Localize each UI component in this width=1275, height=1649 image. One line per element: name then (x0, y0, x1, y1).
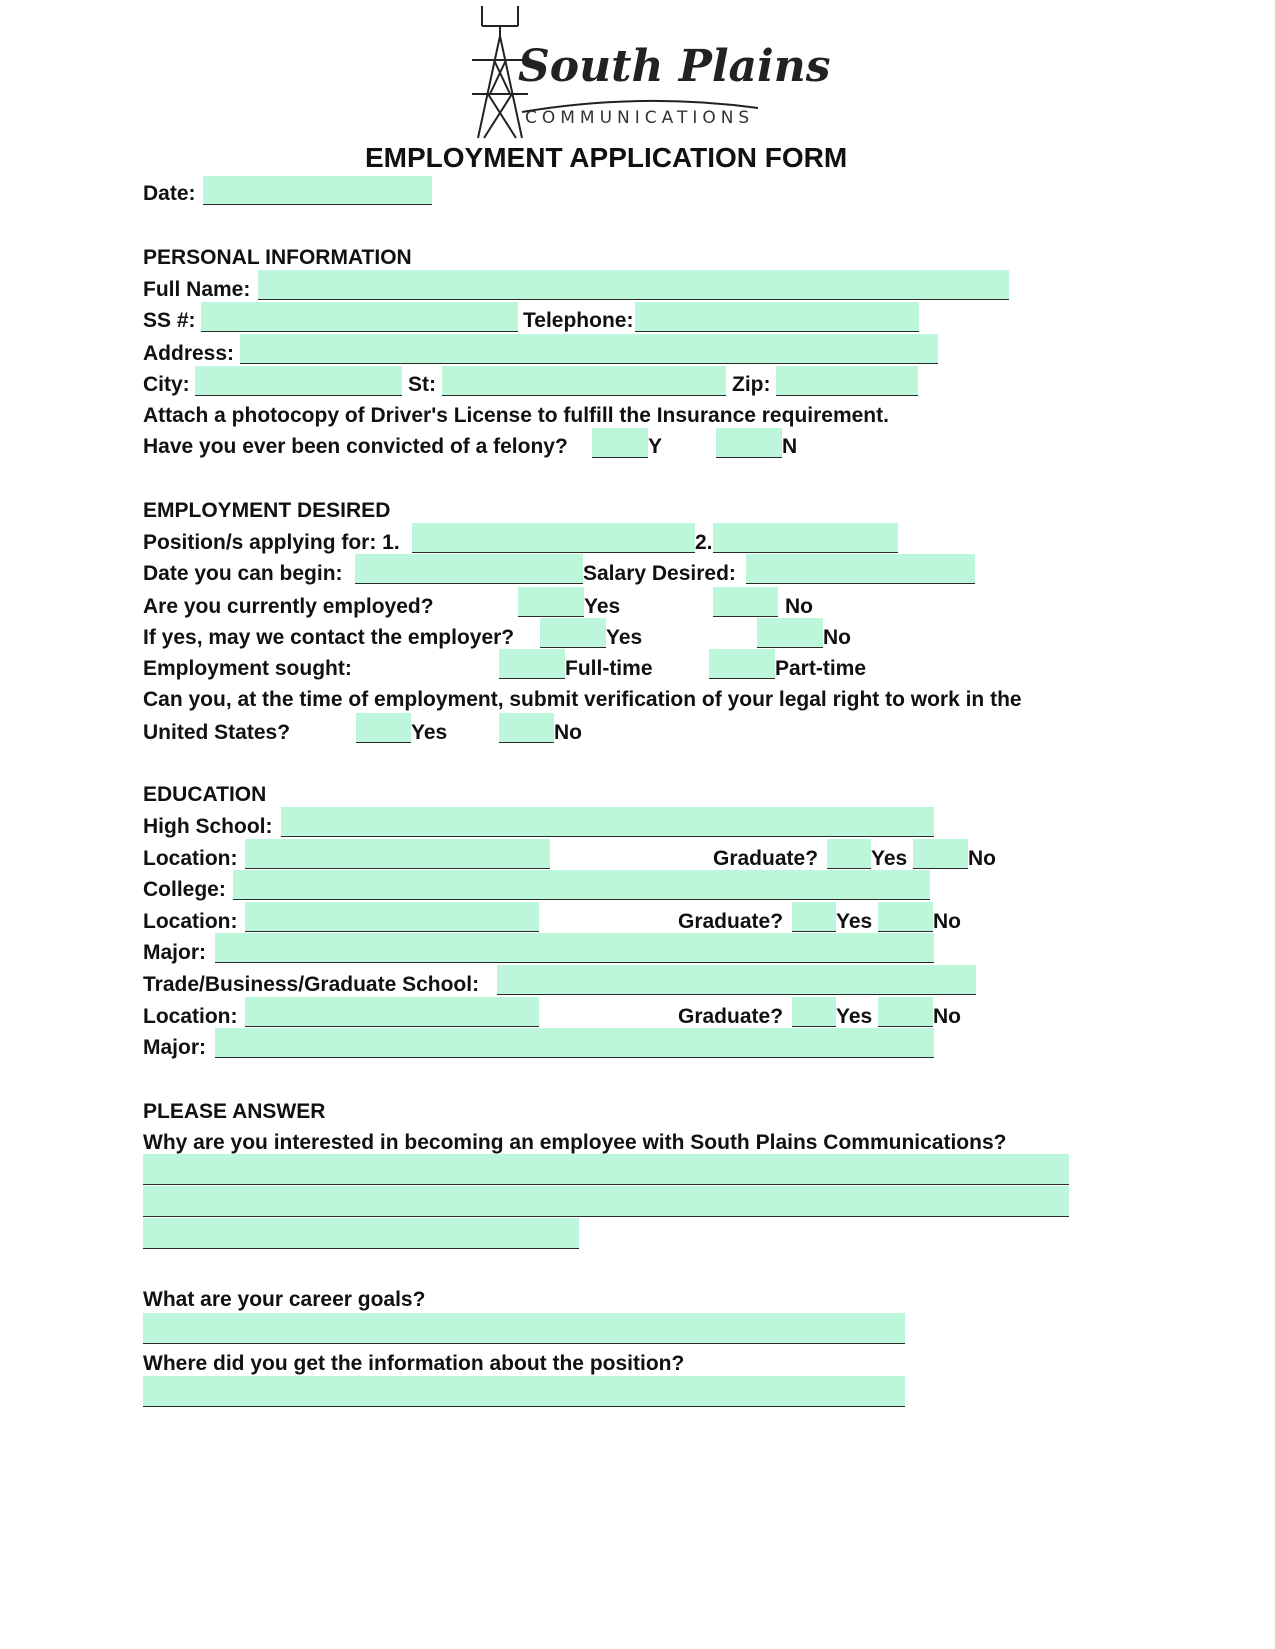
part-time-field[interactable] (709, 649, 775, 679)
currently-employed-yes-label: Yes (584, 595, 621, 618)
full-name-label: Full Name: (143, 278, 251, 301)
high-school-location-label: Location: (143, 847, 238, 870)
contact-employer-no-field[interactable] (757, 618, 823, 648)
address-field[interactable] (240, 334, 938, 364)
ss-label: SS #: (143, 309, 196, 332)
why-interested-line-3[interactable] (143, 1218, 579, 1249)
career-goals-field[interactable] (143, 1313, 905, 1344)
position-2-label: 2. (695, 531, 713, 554)
legal-right-yes-field[interactable] (356, 713, 411, 743)
contact-employer-yes-label: Yes (606, 626, 643, 649)
position-source-field[interactable] (143, 1376, 905, 1407)
full-time-label: Full-time (565, 657, 653, 680)
currently-employed-no-label: No (785, 595, 813, 618)
felony-yes-field[interactable] (592, 428, 648, 458)
page-title: EMPLOYMENT APPLICATION FORM (365, 142, 848, 173)
legal-right-question-line2: United States? (143, 721, 291, 744)
date-field[interactable] (203, 176, 432, 205)
college-graduate-label: Graduate? (678, 910, 784, 933)
legal-right-no-field[interactable] (499, 713, 554, 743)
high-school-label: High School: (143, 815, 273, 838)
begin-date-field[interactable] (355, 554, 583, 584)
college-location-field[interactable] (245, 902, 539, 932)
college-graduate-yes-field[interactable] (792, 902, 836, 932)
felony-no-field[interactable] (716, 428, 782, 458)
college-graduate-yes-label: Yes (836, 910, 873, 933)
college-field[interactable] (233, 870, 930, 900)
trade-school-graduate-yes-field[interactable] (792, 997, 836, 1027)
high-school-graduate-no-field[interactable] (913, 839, 968, 869)
ss-field[interactable] (201, 302, 518, 332)
currently-employed-question: Are you currently employed? (143, 595, 434, 618)
section-heading-personal: PERSONAL INFORMATION (143, 246, 412, 269)
telephone-label: Telephone: (523, 309, 634, 332)
contact-employer-question: If yes, may we contact the employer? (143, 626, 515, 649)
college-graduate-no-field[interactable] (878, 902, 933, 932)
trade-school-graduate-no-label: No (933, 1005, 961, 1028)
college-label: College: (143, 878, 226, 901)
zip-label: Zip: (732, 373, 771, 396)
currently-employed-no-field[interactable] (713, 587, 778, 617)
state-label: St: (408, 373, 436, 396)
telephone-field[interactable] (635, 302, 919, 332)
college-graduate-no-label: No (933, 910, 961, 933)
college-major-field[interactable] (215, 933, 934, 963)
trade-school-graduate-no-field[interactable] (878, 997, 933, 1027)
career-goals-question: What are your career goals? (143, 1288, 426, 1311)
high-school-graduate-yes-label: Yes (871, 847, 908, 870)
why-interested-line-1[interactable] (143, 1154, 1069, 1185)
why-interested-line-2[interactable] (143, 1186, 1069, 1217)
employment-sought-label: Employment sought: (143, 657, 352, 680)
trade-school-location-field[interactable] (245, 997, 539, 1027)
high-school-graduate-yes-field[interactable] (827, 839, 871, 869)
high-school-field[interactable] (281, 807, 934, 837)
zip-field[interactable] (776, 366, 918, 396)
full-time-field[interactable] (499, 649, 565, 679)
high-school-graduate-label: Graduate? (713, 847, 819, 870)
date-label: Date: (143, 182, 196, 205)
felony-no-label: N (782, 435, 798, 458)
position-2-field[interactable] (713, 523, 898, 553)
legal-right-no-label: No (554, 721, 582, 744)
section-heading-answer: PLEASE ANSWER (143, 1100, 326, 1123)
trade-school-graduate-label: Graduate? (678, 1005, 784, 1028)
logo-subtitle: COMMUNICATIONS (525, 108, 755, 128)
begin-date-label: Date you can begin: (143, 562, 343, 585)
section-heading-education: EDUCATION (143, 783, 267, 806)
trade-school-major-field[interactable] (215, 1028, 934, 1058)
positions-label: Position/s applying for: 1. (143, 531, 400, 554)
college-major-label: Major: (143, 941, 206, 964)
felony-yes-label: Y (648, 435, 663, 458)
contact-employer-yes-field[interactable] (540, 618, 606, 648)
position-1-field[interactable] (412, 523, 695, 553)
high-school-graduate-no-label: No (968, 847, 996, 870)
trade-school-field[interactable] (497, 965, 976, 995)
currently-employed-yes-field[interactable] (518, 587, 584, 617)
position-source-question: Where did you get the information about the position? (143, 1352, 685, 1375)
trade-school-location-label: Location: (143, 1005, 238, 1028)
full-name-field[interactable] (258, 270, 1009, 300)
contact-employer-no-label: No (823, 626, 851, 649)
trade-school-graduate-yes-label: Yes (836, 1005, 873, 1028)
trade-school-label: Trade/Business/Graduate School: (143, 973, 480, 996)
high-school-location-field[interactable] (245, 839, 550, 869)
college-location-label: Location: (143, 910, 238, 933)
legal-right-yes-label: Yes (411, 721, 448, 744)
salary-label: Salary Desired: (583, 562, 736, 585)
city-field[interactable] (195, 366, 402, 396)
part-time-label: Part-time (775, 657, 867, 680)
section-heading-employment: EMPLOYMENT DESIRED (143, 499, 391, 522)
why-interested-question: Why are you interested in becoming an employee with South Plains Communications? (143, 1131, 1007, 1154)
license-note: Attach a photocopy of Driver's License to fulfill the Insurance requirement. (143, 404, 889, 427)
felony-question: Have you ever been convicted of a felony? (143, 435, 568, 458)
logo-name: South Plains (518, 41, 831, 92)
salary-field[interactable] (746, 554, 975, 584)
city-label: City: (143, 373, 190, 396)
trade-school-major-label: Major: (143, 1036, 206, 1059)
state-field[interactable] (442, 366, 726, 396)
legal-right-question-line1: Can you, at the time of employment, submit verification of your legal right to work in the (143, 688, 1022, 711)
address-label: Address: (143, 342, 235, 365)
company-logo (470, 2, 831, 142)
